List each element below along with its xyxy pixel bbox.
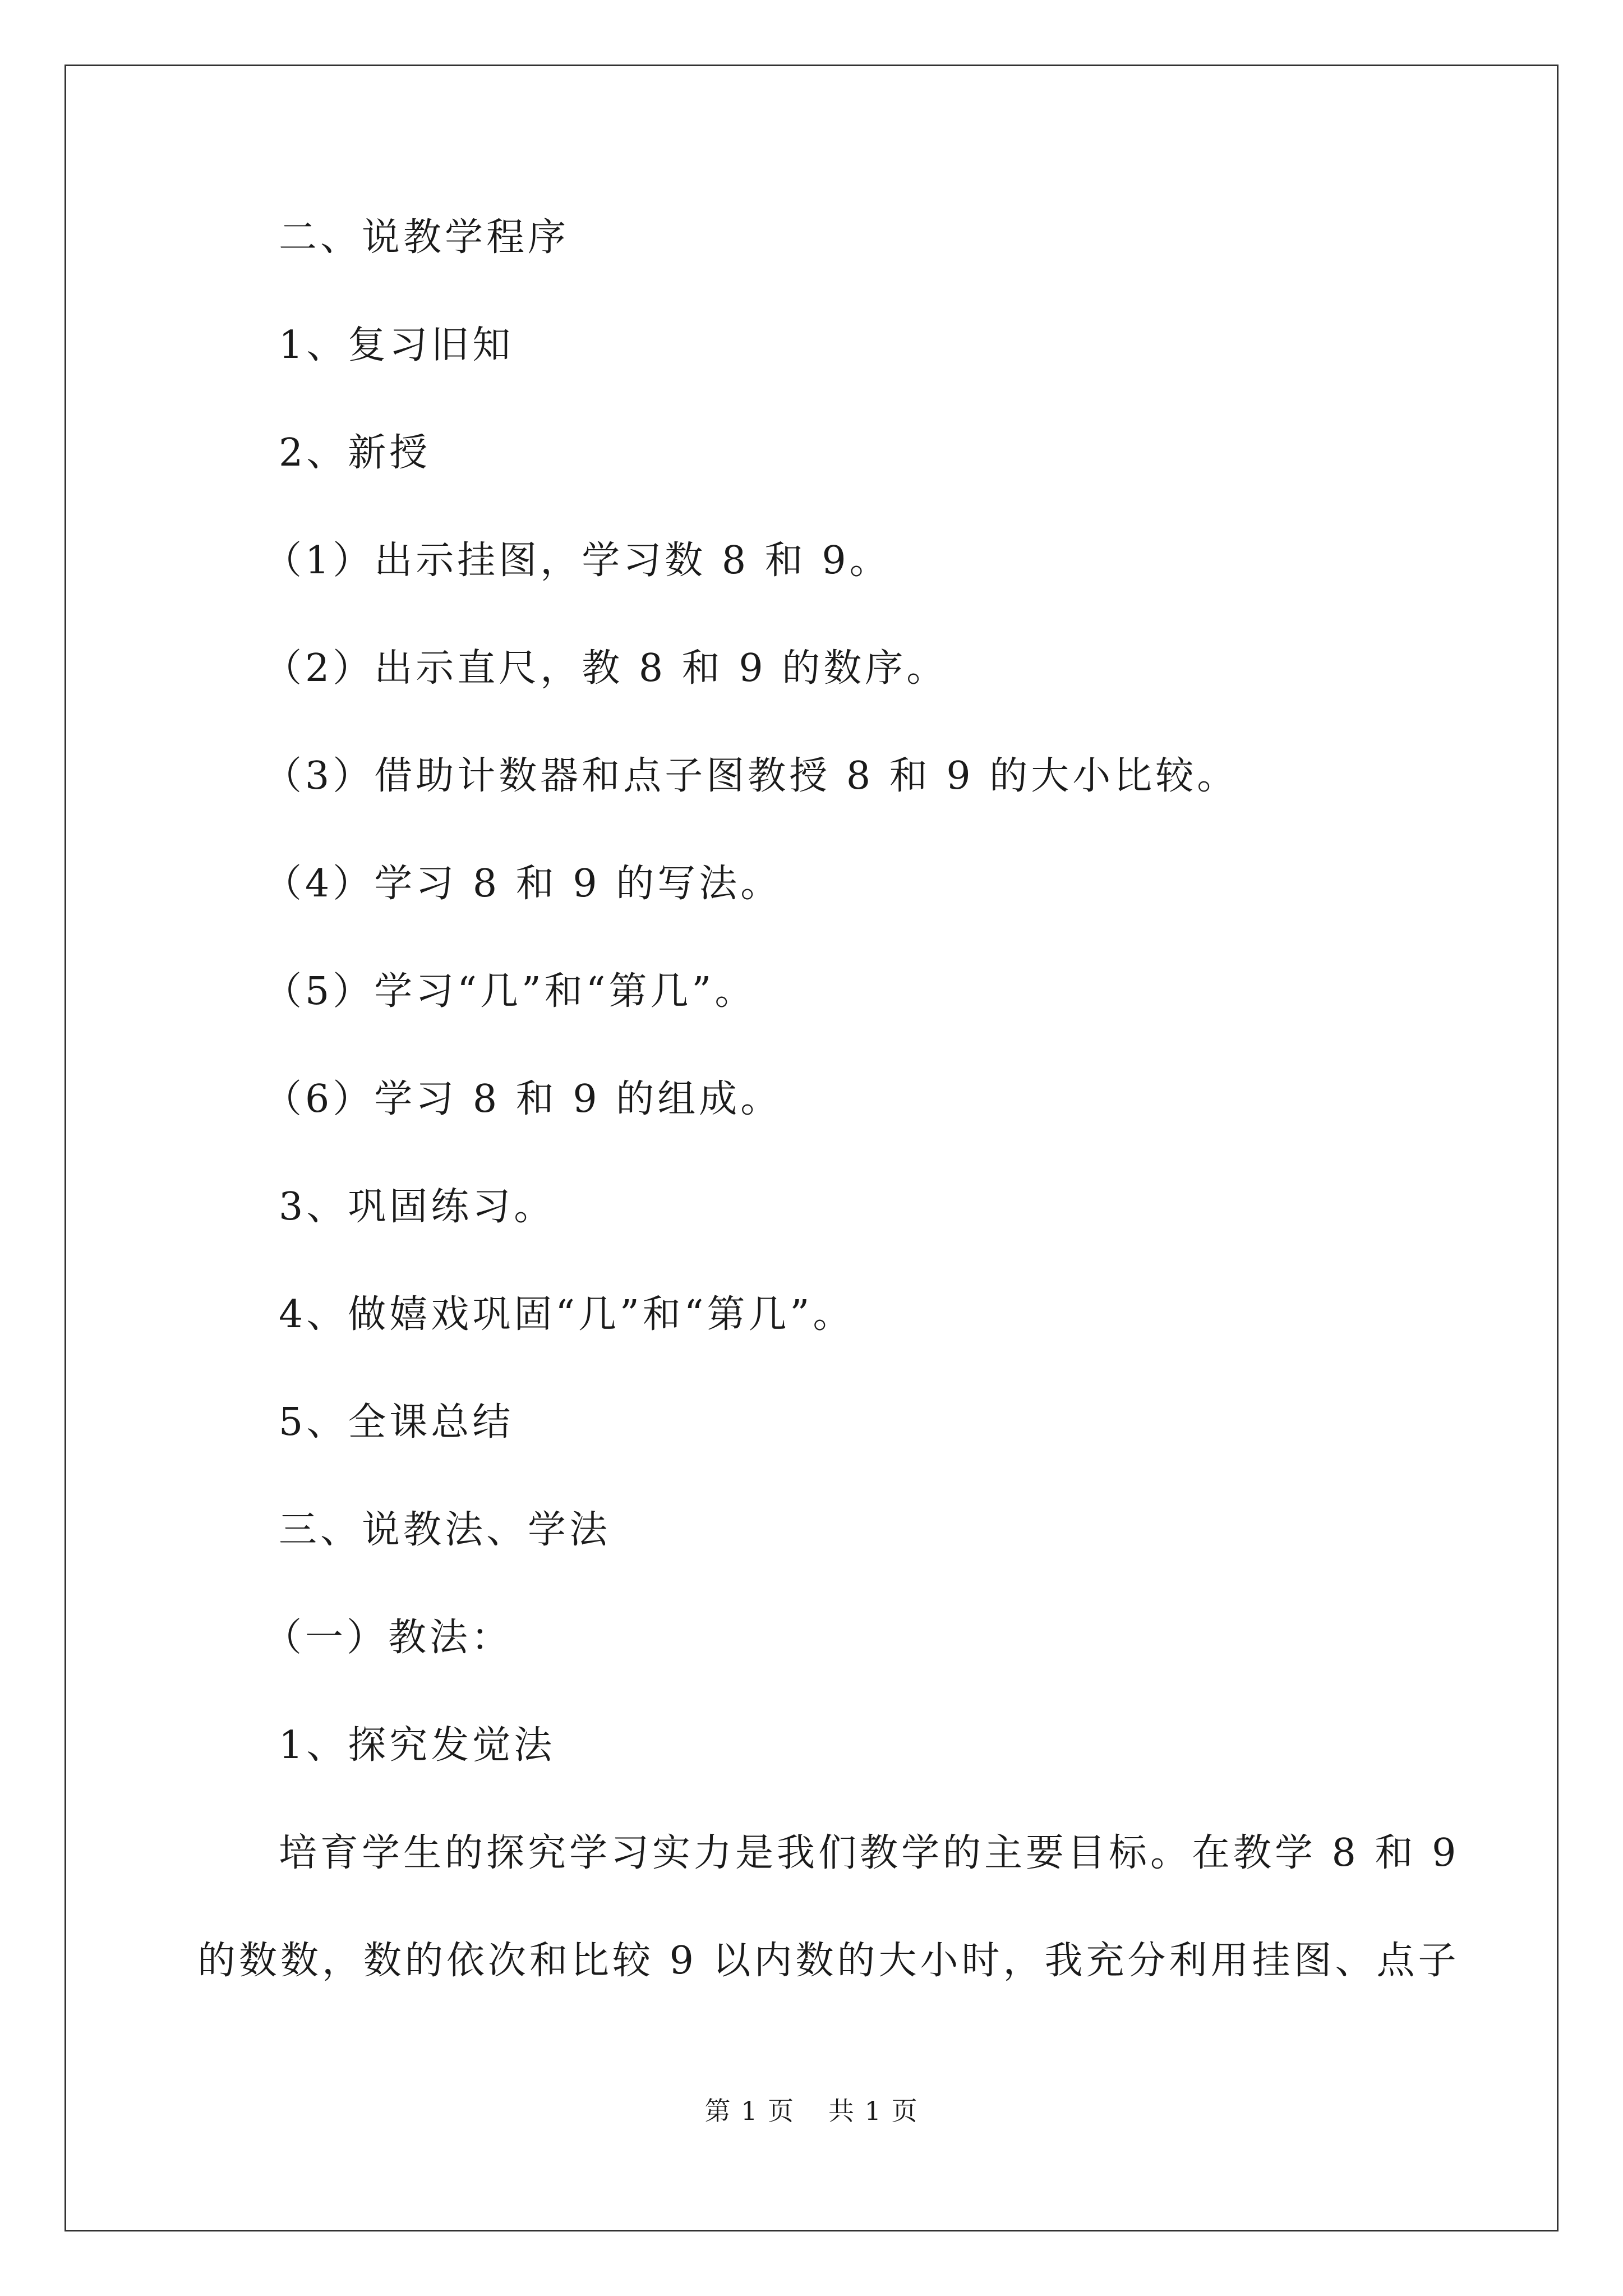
- sub-heading: （一）教法：: [264, 1616, 513, 1660]
- sub-list-item: （1）出示挂图，学习数 8 和 9。: [264, 539, 891, 583]
- list-item: 5、全课总结: [279, 1400, 514, 1444]
- list-item: 1、复习旧知: [279, 323, 514, 367]
- sub-list-item: （5）学习“几”和“第几”。: [264, 969, 757, 1014]
- document-body: [197, 215, 1460, 2050]
- sub-list-item: （3）借助计数器和点子图教授 8 和 9 的大小比较。: [264, 754, 1239, 798]
- list-item: 2、新授: [279, 431, 431, 475]
- page-footer: [0, 2091, 1623, 2128]
- body-line: 培育学生的探究学习实力是我们教学的主要目标。在教学 8 和 9: [279, 1831, 1460, 1875]
- list-item: 3、巩固练习。: [279, 1185, 556, 1229]
- sub-list-item: （4）学习 8 和 9 的写法。: [264, 862, 782, 906]
- sub-list-item: （6）学习 8 和 9 的组成。: [264, 1077, 782, 1121]
- page-number: 第 1 页: [704, 2096, 795, 2126]
- section-heading: 三、说教法、学法: [279, 1508, 611, 1552]
- sub-list-item: （2）出示直尺，教 8 和 9 的数序。: [264, 646, 948, 691]
- section-heading: 二、说教学程序: [279, 215, 570, 260]
- page-total: 共 1 页: [828, 2096, 919, 2126]
- body-paragraph: [197, 1831, 1460, 1983]
- body-line: 的数数，数的依次和比较 9 以内数的大小时，我充分利用挂图、点子: [197, 1939, 1460, 1983]
- list-item: 4、做嬉戏巩固“几”和“第几”。: [279, 1292, 855, 1337]
- list-item: 1、探究发觉法: [279, 1723, 556, 1768]
